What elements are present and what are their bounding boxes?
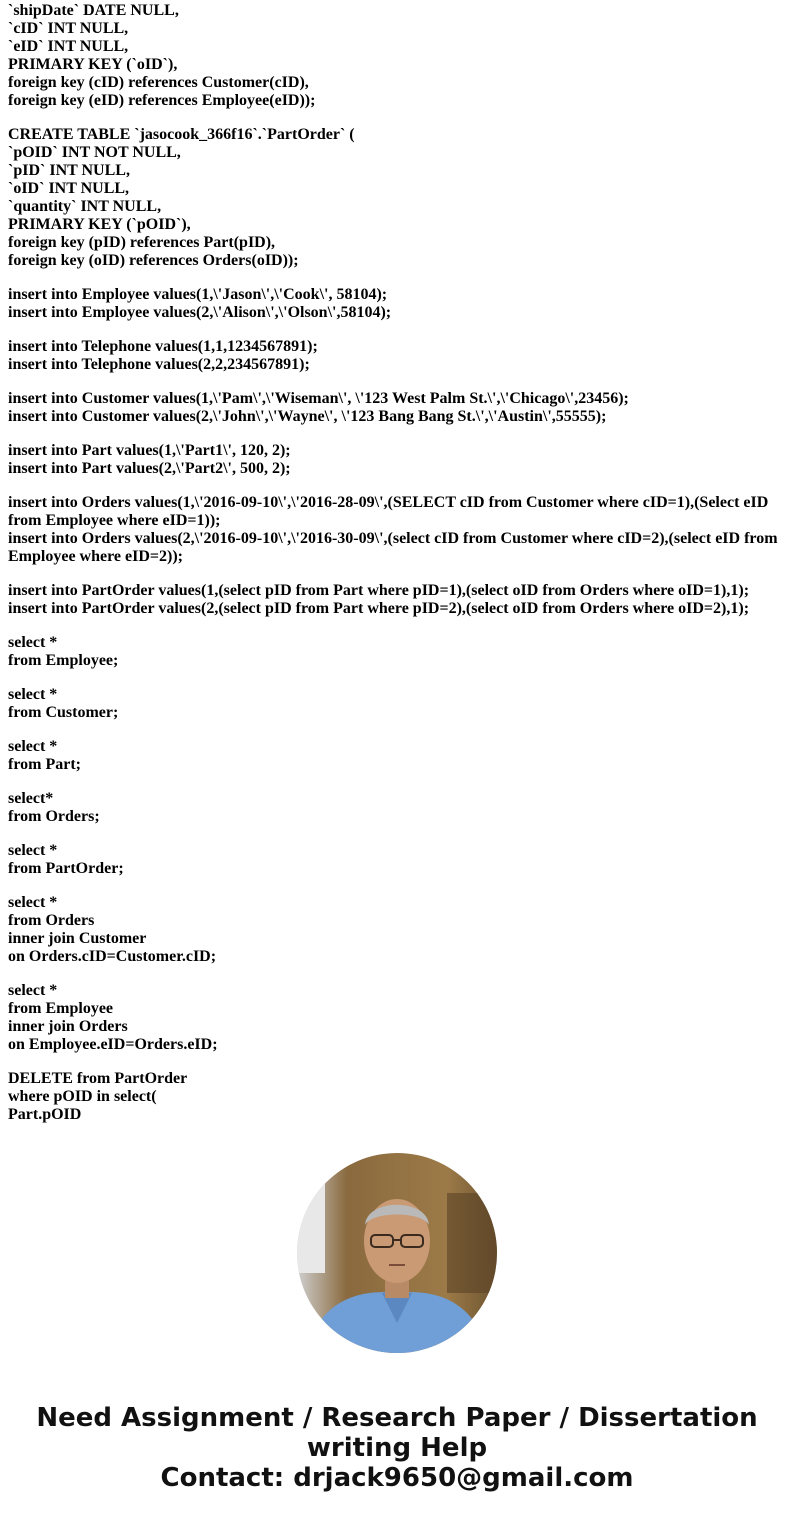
code-line: select *	[8, 634, 58, 651]
code-line: select *	[8, 842, 58, 859]
code-block	[8, 634, 786, 670]
code-line: `eID` INT NULL,	[8, 38, 129, 55]
code-line: inner join Customer	[8, 930, 147, 947]
code-block	[8, 390, 786, 426]
code-line: insert into Telephone values(2,2,234567891);	[8, 356, 310, 373]
code-line: from Customer;	[8, 704, 119, 721]
code-line: foreign key (oID) references Orders(oID));	[8, 252, 299, 269]
code-line: DELETE from PartOrder	[8, 1070, 188, 1087]
code-block	[8, 894, 786, 966]
code-line: insert into Orders values(2,\'2016-09-10\',\'2016-30-09\',(select cID from Customer where cID=2),(select eID from Employee where eID=2));	[8, 530, 782, 565]
code-line: select*	[8, 790, 54, 807]
footer-contact-text: Contact: drjack9650@gmail.com	[160, 1463, 634, 1493]
code-line: foreign key (pID) references Part(pID),	[8, 234, 276, 251]
code-line: insert into Employee values(1,\'Jason\',\'Cook\', 58104);	[8, 286, 388, 303]
code-line: from Orders;	[8, 808, 100, 825]
code-block	[8, 842, 786, 878]
code-line: insert into Part values(2,\'Part2\', 500, 2);	[8, 460, 291, 477]
code-line: Part.pOID	[8, 1106, 82, 1123]
code-line: insert into PartOrder values(1,(select pID from Part where pID=1),(select oID from Orders where oID=1),1);	[8, 582, 750, 599]
code-line: `pOID` INT NOT NULL,	[8, 144, 181, 161]
code-line: `cID` INT NULL,	[8, 20, 129, 37]
code-block	[8, 442, 786, 478]
code-line: `shipDate` DATE NULL,	[8, 2, 179, 19]
code-block	[8, 2, 786, 110]
code-line: insert into Part values(1,\'Part1\', 120, 2);	[8, 442, 291, 459]
footer-banner	[0, 1403, 794, 1493]
code-block	[8, 738, 786, 774]
code-line: from Employee	[8, 1000, 114, 1017]
code-block	[8, 286, 786, 322]
code-line: select *	[8, 686, 58, 703]
code-block	[8, 126, 786, 270]
code-line: where pOID in select(	[8, 1088, 157, 1105]
code-line: foreign key (eID) references Employee(eID));	[8, 92, 316, 109]
code-block	[8, 982, 786, 1054]
code-line: insert into Employee values(2,\'Alison\',\'Olson\',58104);	[8, 304, 392, 321]
code-block	[8, 790, 786, 826]
code-block	[8, 338, 786, 374]
code-line: PRIMARY KEY (`pOID`),	[8, 216, 191, 233]
code-line: from Part;	[8, 756, 81, 773]
code-line: insert into Orders values(1,\'2016-09-10\',\'2016-28-09\',(SELECT cID from Customer where cID=1),(Select eID from Employee where eID=1));	[8, 494, 773, 529]
code-line: on Orders.cID=Customer.cID;	[8, 948, 217, 965]
code-line: `quantity` INT NULL,	[8, 198, 162, 215]
code-listing	[8, 2, 786, 1140]
code-line: from PartOrder;	[8, 860, 124, 877]
code-line: from Orders	[8, 912, 95, 929]
code-block	[8, 582, 786, 618]
code-line: CREATE TABLE `jasocook_366f16`.`PartOrder` (	[8, 126, 355, 143]
code-line: on Employee.eID=Orders.eID;	[8, 1036, 218, 1053]
code-line: inner join Orders	[8, 1018, 128, 1035]
code-line: `oID` INT NULL,	[8, 180, 130, 197]
code-block	[8, 494, 786, 566]
code-line: insert into PartOrder values(2,(select pID from Part where pID=2),(select oID from Orders where oID=2),1);	[8, 600, 750, 617]
profile-photo-icon	[297, 1153, 497, 1353]
footer-help-text: Need Assignment / Research Paper / Dissertation writing Help	[36, 1403, 758, 1463]
code-line: PRIMARY KEY (`oID`),	[8, 56, 178, 73]
code-line: `pID` INT NULL,	[8, 162, 130, 179]
code-line: select *	[8, 894, 58, 911]
code-line: select *	[8, 738, 58, 755]
code-block	[8, 1070, 786, 1124]
code-line: insert into Customer values(1,\'Pam\',\'Wiseman\', \'123 West Palm St.\',\'Chicago\',23456);	[8, 390, 629, 407]
avatar	[297, 1153, 497, 1353]
code-line: insert into Customer values(2,\'John\',\'Wayne\', \'123 Bang Bang St.\',\'Austin\',55555);	[8, 408, 607, 425]
code-line: foreign key (cID) references Customer(cID),	[8, 74, 309, 91]
code-line: from Employee;	[8, 652, 119, 669]
code-block	[8, 686, 786, 722]
code-line: insert into Telephone values(1,1,1234567891);	[8, 338, 318, 355]
code-line: select *	[8, 982, 58, 999]
